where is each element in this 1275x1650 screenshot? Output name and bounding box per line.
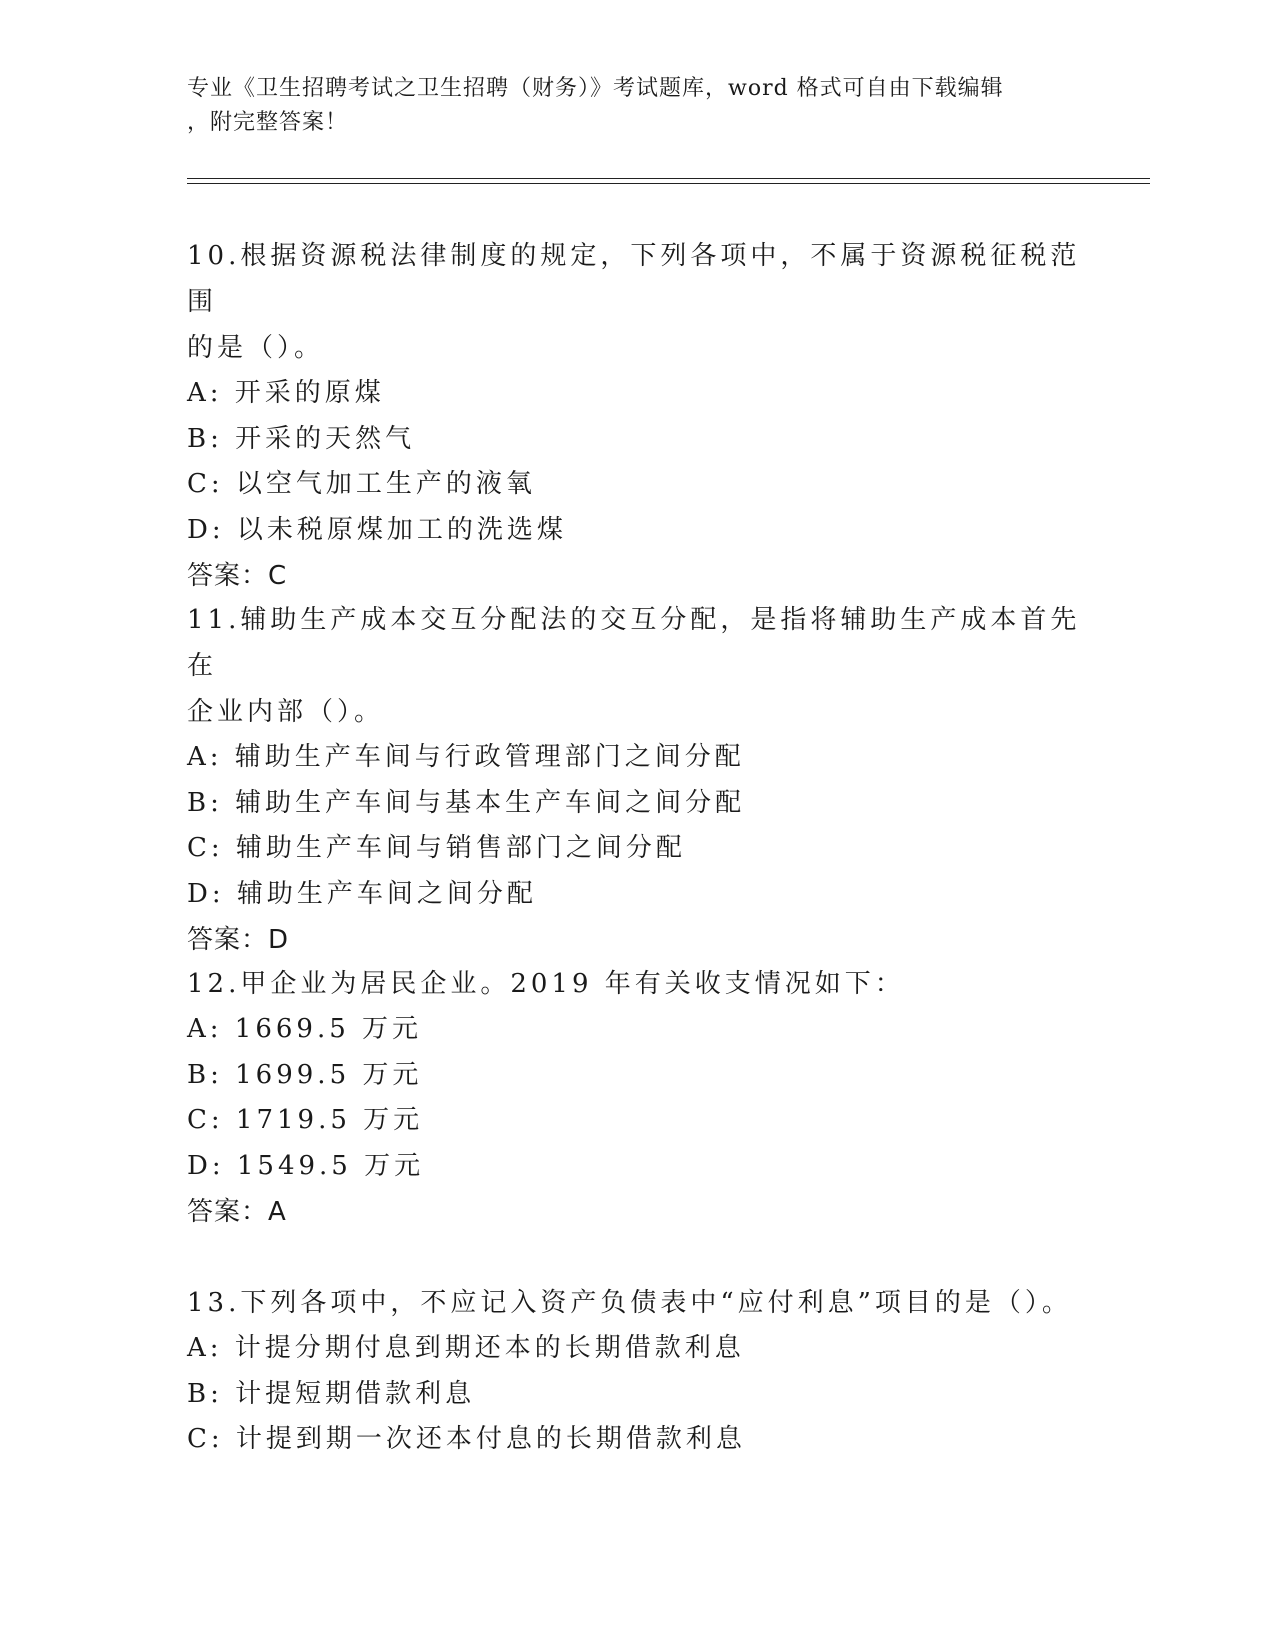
option-d: D: 辅助生产车间之间分配 [187,878,537,909]
question-11 [187,597,1087,963]
answer: 答案：D [187,925,290,955]
question-text-line: 12.甲企业为居民企业。2019 年有关收支情况如下： [187,969,905,999]
option-c: C: 1719.5 万元 [187,1105,424,1135]
question-13 [187,1280,1087,1463]
header-line-1: 专业《卫生招聘考试之卫生招聘（财务）》考试题库，word 格式可自由下载编辑 [187,76,1004,101]
header-line-2: ，附完整答案！ [187,110,349,135]
question-text [187,961,1087,1007]
document-header [187,72,1087,140]
option-c: C: 辅助生产车间与销售部门之间分配 [187,833,686,863]
question-text-line: 企业内部（）。 [187,697,385,727]
option-a: A: 1669.5 万元 [187,1014,423,1044]
header-divider-bottom [187,183,1150,184]
answer: 答案：A [187,1197,287,1227]
option-b: B: 辅助生产车间与基本生产车间之间分配 [187,787,746,818]
option-d: D: 以未税原煤加工的洗选煤 [187,514,567,545]
question-text [187,233,1087,371]
option-c: C: 计提到期一次还本付息的长期借款利息 [187,1424,746,1454]
question-text-line: 的是（）。 [187,333,325,363]
answer: 答案：C [187,561,288,591]
question-text-line: 10.根据资源税法律制度的规定，下列各项中，不属于资源税征税范围 [187,241,1081,317]
option-a: A: 开采的原煤 [187,378,385,408]
question-text-line: 13.下列各项中，不应记入资产负债表中“应付利息”项目的是（）。 [187,1288,1072,1318]
option-d: D: 1549.5 万元 [187,1150,425,1181]
question-text-line: 11.辅助生产成本交互分配法的交互分配，是指将辅助生产成本首先在 [187,605,1081,681]
question-12 [187,961,1087,1235]
option-a: A: 计提分期付息到期还本的长期借款利息 [187,1333,745,1363]
question-10 [187,233,1087,599]
option-b: B: 开采的天然气 [187,423,416,454]
option-b: B: 1699.5 万元 [187,1059,423,1090]
option-c: C: 以空气加工生产的液氧 [187,469,536,499]
option-b: B: 计提短期借款利息 [187,1378,476,1409]
question-text [187,1280,1087,1326]
option-a: A: 辅助生产车间与行政管理部门之间分配 [187,742,745,772]
header-divider-top [187,178,1150,179]
question-text [187,597,1087,735]
